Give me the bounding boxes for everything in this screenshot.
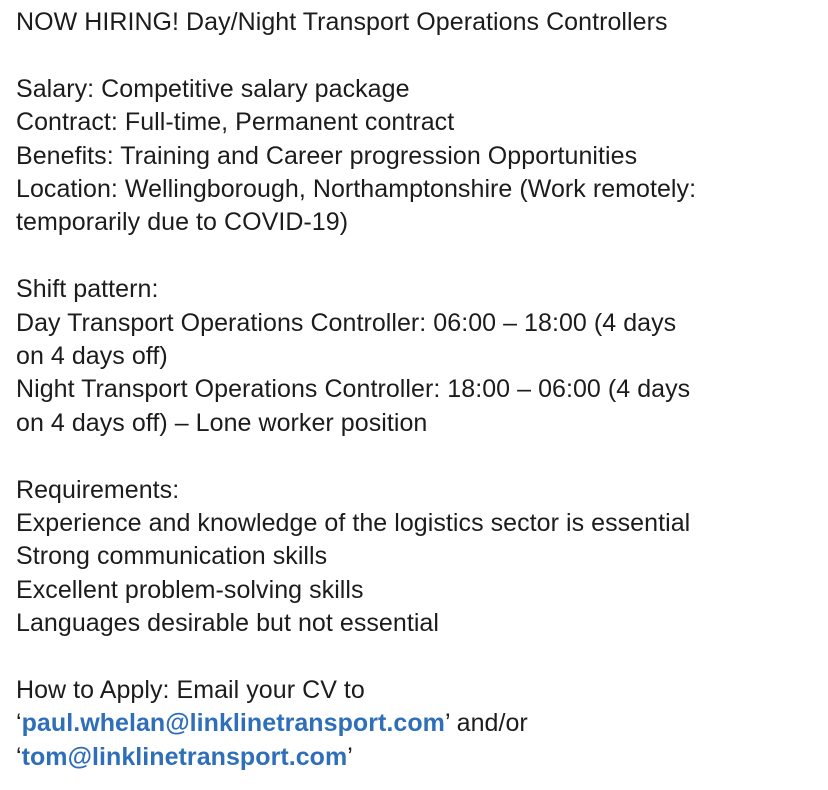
requirement-item: Strong communication skills	[16, 542, 328, 571]
salary-line: Salary: Competitive salary package	[16, 74, 410, 103]
apply-email-line-1	[16, 707, 816, 740]
requirement-item: Experience and knowledge of the logistics sector is essential	[16, 509, 691, 538]
quote-close: ’	[444, 709, 450, 738]
night-shift-line-cont: on 4 days off) – Lone worker position	[16, 408, 428, 437]
headline: NOW HIRING! Day/Night Transport Operations Controllers	[16, 8, 668, 36]
contract-line: Contract: Full-time, Permanent contract	[16, 108, 455, 137]
shift-heading: Shift pattern:	[16, 275, 159, 304]
benefits-line: Benefits: Training and Career progression Opportunities	[16, 141, 638, 170]
requirement-item: Excellent problem-solving skills	[16, 575, 364, 604]
email-link-paul[interactable]: paul.whelan@linklinetransport.com	[21, 709, 445, 738]
spacer	[16, 641, 816, 674]
night-shift-line: Night Transport Operations Controller: 18:00 – 06:00 (4 days	[16, 375, 691, 404]
spacer	[16, 39, 816, 72]
requirement-item: Languages desirable but not essential	[16, 609, 439, 638]
quote-open: ‘	[16, 709, 22, 738]
day-shift-line-cont: on 4 days off)	[16, 342, 168, 371]
apply-intro: How to Apply: Email your CV to	[16, 676, 365, 705]
email-link-tom[interactable]: tom@linklinetransport.com	[21, 742, 348, 771]
location-line: Location: Wellingborough, Northamptonshire (Work remotely:	[16, 175, 697, 204]
day-shift-line: Day Transport Operations Controller: 06:00 – 18:00 (4 days	[16, 308, 677, 337]
quote-close: ’	[347, 742, 353, 771]
spacer	[16, 440, 816, 473]
quote-open: ‘	[16, 742, 22, 771]
requirements-heading: Requirements:	[16, 475, 180, 504]
apply-email-line-2	[16, 741, 816, 774]
apply-connector: and/or	[449, 709, 528, 738]
job-posting	[16, 0, 816, 774]
spacer	[16, 240, 816, 273]
location-line-cont: temporarily due to COVID-19)	[16, 208, 349, 237]
